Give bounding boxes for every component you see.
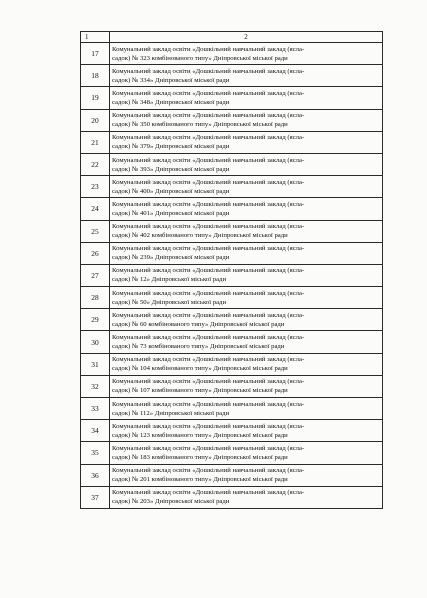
- institution-name: [110, 287, 383, 309]
- institution-name-line-2: садок) № 73 комбінованого типу» Дніпровської міської ради: [112, 343, 285, 351]
- institution-name-line-2: садок) № 203» Дніпровської міської ради: [112, 498, 230, 506]
- institution-name-line-1: Комунальний заклад освіти «Дошкільний навчальний заклад (ясла-: [112, 178, 305, 186]
- institution-name-line-2: садок) № 350 комбінованого типу» Дніпровської міської ради: [112, 121, 288, 129]
- institution-name-line-1: Комунальний заклад освіти «Дошкільний навчальний заклад (ясла-: [112, 267, 305, 275]
- row-number: 29: [81, 309, 110, 331]
- row-number: 27: [81, 264, 110, 286]
- row-number: 28: [81, 287, 110, 309]
- table-row: [81, 398, 383, 420]
- header-col-name: 2: [110, 32, 383, 43]
- institution-name: [110, 242, 383, 264]
- row-number: 24: [81, 198, 110, 220]
- table-row: [81, 486, 383, 508]
- row-number: 23: [81, 176, 110, 198]
- institution-name-line-1: Комунальний заклад освіти «Дошкільний навчальний заклад (ясла-: [112, 289, 305, 297]
- table-row: [81, 287, 383, 309]
- institution-name: [110, 198, 383, 220]
- institution-name-line-2: садок) № 123 комбінованого типу» Дніпровської міської ради: [112, 431, 288, 439]
- institution-name: [110, 464, 383, 486]
- table-row: [81, 242, 383, 264]
- institution-name-line-1: Комунальний заклад освіти «Дошкільний навчальний заклад (ясла-: [112, 378, 305, 386]
- institution-name-line-2: садок) № 107 комбінованого типу» Дніпровської міської ради: [112, 387, 288, 395]
- institution-name: [110, 375, 383, 397]
- institution-name-line-1: Комунальний заклад освіти «Дошкільний навчальний заклад (ясла-: [112, 489, 305, 497]
- institution-name-line-1: Комунальний заклад освіти «Дошкільний навчальний заклад (ясла-: [112, 134, 305, 142]
- institution-name: [110, 420, 383, 442]
- institution-name: [110, 65, 383, 87]
- institution-name: [110, 176, 383, 198]
- row-number: 26: [81, 242, 110, 264]
- row-number: 32: [81, 375, 110, 397]
- institution-name: [110, 442, 383, 464]
- institution-name-line-1: Комунальний заклад освіти «Дошкільний навчальний заклад (ясла-: [112, 45, 305, 53]
- table-row: [81, 264, 383, 286]
- institution-name-line-2: садок) № 379» Дніпровської міської ради: [112, 143, 230, 151]
- institution-name-line-2: садок) № 12» Дніпровської міської ради: [112, 276, 227, 284]
- institution-name: [110, 264, 383, 286]
- table-row: [81, 331, 383, 353]
- institution-name-line-2: садок) № 323 комбінованого типу» Дніпровської міської ради: [112, 54, 288, 62]
- institution-name-line-1: Комунальний заклад освіти «Дошкільний навчальний заклад (ясла-: [112, 200, 305, 208]
- institution-name-line-1: Комунальний заклад освіти «Дошкільний навчальний заклад (ясла-: [112, 245, 305, 253]
- table-row: [81, 65, 383, 87]
- row-number: 18: [81, 65, 110, 87]
- institution-name-line-2: садок) № 334» Дніпровської міської ради: [112, 76, 230, 84]
- institution-name-line-2: садок) № 348» Дніпровської міської ради: [112, 98, 230, 106]
- institution-name-line-2: садок) № 402 комбінованого типу» Дніпровської міської ради: [112, 232, 288, 240]
- row-number: 34: [81, 420, 110, 442]
- row-number: 19: [81, 87, 110, 109]
- institution-name: [110, 131, 383, 153]
- table-row: [81, 375, 383, 397]
- institution-name: [110, 153, 383, 175]
- institution-name: [110, 220, 383, 242]
- institution-name: [110, 109, 383, 131]
- header-col-number: 1: [81, 32, 110, 43]
- institution-name-line-2: садок) № 201 комбінованого типу» Дніпровської міської ради: [112, 476, 288, 484]
- row-number: 22: [81, 153, 110, 175]
- row-number: 37: [81, 486, 110, 508]
- institution-name-line-1: Комунальний заклад освіти «Дошкільний навчальний заклад (ясла-: [112, 223, 305, 231]
- table-row: [81, 420, 383, 442]
- institution-name-line-1: Комунальний заклад освіти «Дошкільний навчальний заклад (ясла-: [112, 311, 305, 319]
- row-number: 17: [81, 43, 110, 65]
- table-row: [81, 353, 383, 375]
- institution-name-line-2: садок) № 112» Дніпровської міської ради: [112, 409, 230, 417]
- institution-name: [110, 331, 383, 353]
- row-number: 33: [81, 398, 110, 420]
- institution-name-line-2: садок) № 104 комбінованого типу» Дніпровської міської ради: [112, 365, 288, 373]
- institution-name: [110, 87, 383, 109]
- institution-name-line-2: садок) № 60 комбінованого типу» Дніпровської міської ради: [112, 320, 285, 328]
- institution-name-line-1: Комунальний заклад освіти «Дошкільний навчальний заклад (ясла-: [112, 67, 305, 75]
- row-number: 25: [81, 220, 110, 242]
- institution-name: [110, 353, 383, 375]
- table-row: [81, 176, 383, 198]
- institution-name-line-1: Комунальний заклад освіти «Дошкільний навчальний заклад (ясла-: [112, 444, 305, 452]
- table-row: [81, 109, 383, 131]
- table-row: [81, 43, 383, 65]
- table-row: [81, 198, 383, 220]
- institution-name: [110, 43, 383, 65]
- table-row: [81, 220, 383, 242]
- row-number: 30: [81, 331, 110, 353]
- institution-name-line-2: садок) № 401» Дніпровської міської ради: [112, 209, 230, 217]
- row-number: 36: [81, 464, 110, 486]
- table-row: [81, 87, 383, 109]
- institution-name-line-1: Комунальний заклад освіти «Дошкільний навчальний заклад (ясла-: [112, 467, 305, 475]
- institution-name-line-1: Комунальний заклад освіти «Дошкільний навчальний заклад (ясла-: [112, 334, 305, 342]
- institution-name-line-2: садок) № 393» Дніпровської міської ради: [112, 165, 230, 173]
- table-row: [81, 442, 383, 464]
- row-number: 20: [81, 109, 110, 131]
- table-header-row: [81, 32, 383, 43]
- table-body: [81, 32, 383, 509]
- institution-name-line-1: Комунальний заклад освіти «Дошкільний навчальний заклад (ясла-: [112, 89, 305, 97]
- table-row: [81, 464, 383, 486]
- institution-name: [110, 309, 383, 331]
- institution-name: [110, 486, 383, 508]
- institutions-table: [80, 31, 383, 509]
- institution-name-line-2: садок) № 400» Дніпровської міської ради: [112, 187, 230, 195]
- table-row: [81, 131, 383, 153]
- table-row: [81, 153, 383, 175]
- institution-name-line-1: Комунальний заклад освіти «Дошкільний навчальний заклад (ясла-: [112, 422, 305, 430]
- institution-name-line-1: Комунальний заклад освіти «Дошкільний навчальний заклад (ясла-: [112, 400, 305, 408]
- institution-name-line-2: садок) № 50» Дніпровської міської ради: [112, 298, 227, 306]
- institution-name-line-1: Комунальний заклад освіти «Дошкільний навчальний заклад (ясла-: [112, 112, 305, 120]
- table-row: [81, 309, 383, 331]
- row-number: 31: [81, 353, 110, 375]
- institution-name-line-1: Комунальний заклад освіти «Дошкільний навчальний заклад (ясла-: [112, 356, 305, 364]
- institution-name-line-1: Комунальний заклад освіти «Дошкільний навчальний заклад (ясла-: [112, 156, 305, 164]
- row-number: 35: [81, 442, 110, 464]
- row-number: 21: [81, 131, 110, 153]
- institution-name: [110, 398, 383, 420]
- institution-name-line-2: садок) № 239» Дніпровської міської ради: [112, 254, 230, 262]
- institution-name-line-2: садок) № 183 комбінованого типу» Дніпровської міської ради: [112, 453, 288, 461]
